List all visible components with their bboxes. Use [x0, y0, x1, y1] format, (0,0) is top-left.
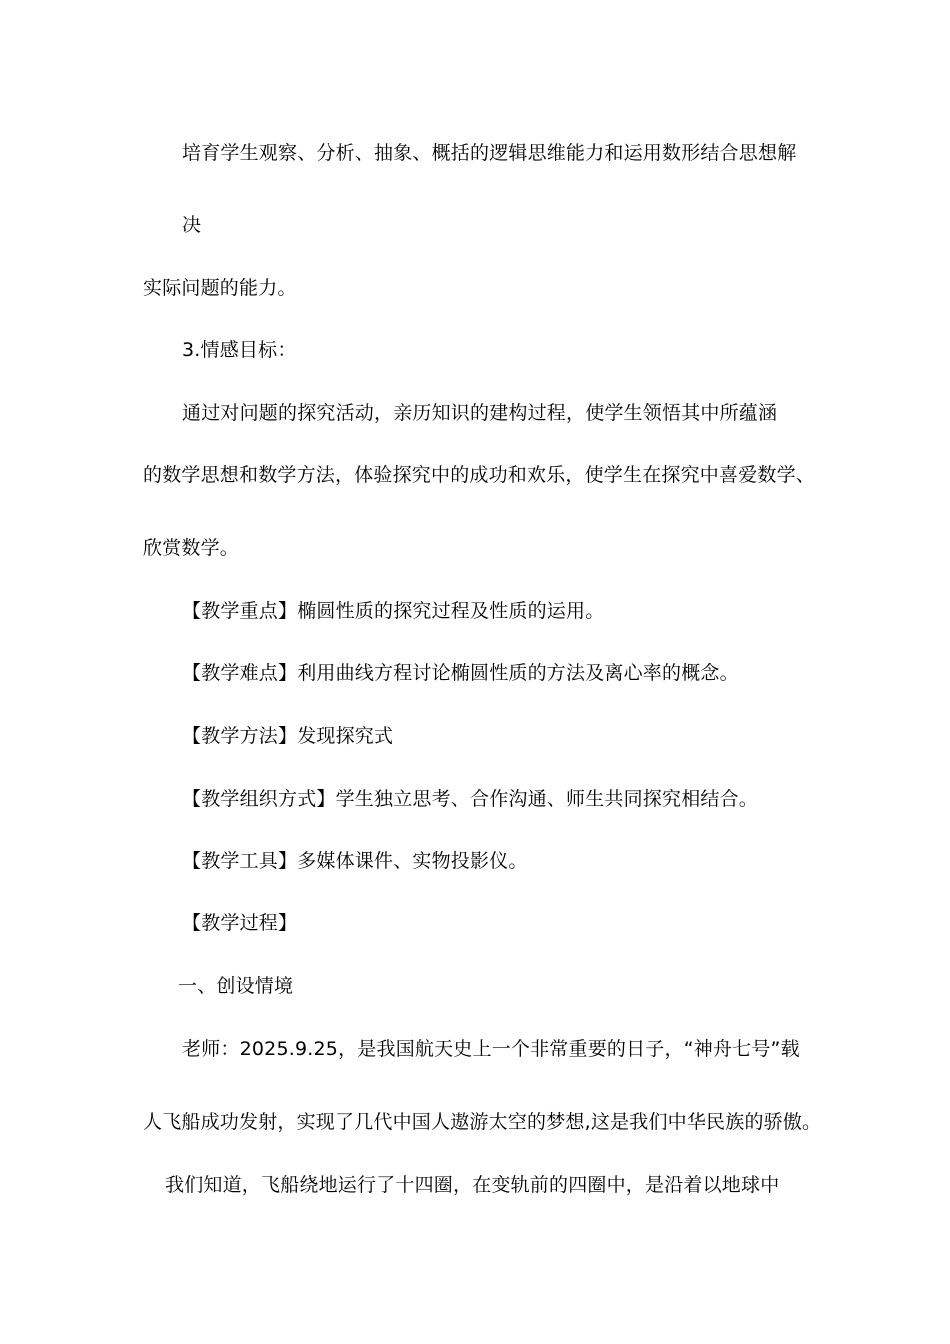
paragraph-line: 的数学思想和数学方法，体验探究中的成功和欢乐，使学生在探究中喜爱数学、 — [143, 464, 816, 486]
paragraph-line: 欣赏数学。 — [143, 537, 240, 559]
paragraph-line: 通过对问题的探究活动，亲历知识的建构过程，使学生领悟其中所蕴涵 — [182, 402, 778, 424]
section-heading: 一、创设情境 — [178, 975, 294, 997]
paragraph-line: 人飞船成功发射，实现了几代中国人遨游太空的梦想,这是我们中华民族的骄傲。 — [143, 1111, 822, 1133]
paragraph-line: 我们知道，飞船绕地运行了十四圈，在变轨前的四圈中，是沿着以地球中 — [165, 1174, 780, 1196]
paragraph-line: 决 — [182, 214, 202, 236]
teaching-focus: 【教学重点】椭圆性质的探究过程及性质的运用。 — [182, 600, 605, 622]
paragraph-line: 培育学生观察、分析、抽象、概括的逻辑思维能力和运用数形结合思想解 — [182, 142, 797, 164]
teaching-tools: 【教学工具】多媒体课件、实物投影仪。 — [182, 850, 528, 872]
section-heading: 3.情感目标： — [182, 339, 297, 361]
teaching-method: 【教学方法】发现探究式 — [182, 725, 394, 747]
teaching-difficulty: 【教学难点】利用曲线方程讨论椭圆性质的方法及离心率的概念。 — [182, 662, 739, 684]
teaching-organization: 【教学组织方式】学生独立思考、合作沟通、师生共同探究相结合。 — [182, 788, 759, 810]
paragraph-line: 实际问题的能力。 — [143, 277, 297, 299]
paragraph-line: 老师：2025.9.25，是我国航天史上一个非常重要的日子，“神舟七号”载 — [182, 1038, 800, 1060]
teaching-process: 【教学过程】 — [182, 912, 298, 934]
